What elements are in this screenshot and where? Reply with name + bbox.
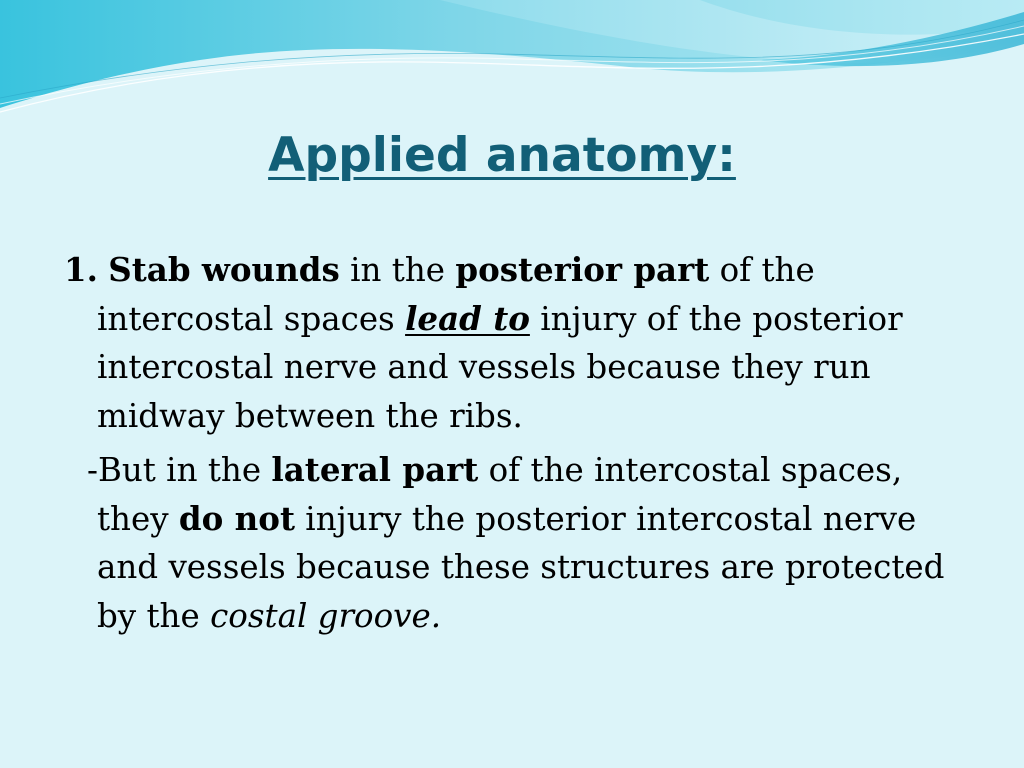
header-wave-decoration: [0, 0, 1024, 130]
point-2-italic-costal-groove: costal groove.: [210, 596, 442, 635]
point-1-bold-stab-wounds: Stab wounds: [108, 250, 340, 289]
point-2-bold-lateral-part: lateral part: [271, 450, 479, 489]
point-2-text-a: -But in the: [87, 451, 272, 489]
slide-title: Applied anatomy:: [268, 128, 736, 183]
point-1-text-a: in the: [339, 251, 456, 289]
point-1-bold-posterior-part: posterior part: [455, 250, 710, 289]
point-1-number: 1.: [64, 250, 98, 289]
point-2-text-b: of the intercostal spaces, they: [97, 451, 903, 538]
point-1-text-b: of the intercostal spaces: [97, 251, 815, 338]
point-1-text-c: injury of the posterior intercostal nerve and vessels because they run midway between the ribs.: [97, 299, 903, 435]
point-2: [64, 446, 964, 640]
point-1: [64, 246, 964, 440]
point-1-emphasis-lead-to: lead to: [405, 298, 530, 338]
slide-body: [64, 246, 964, 640]
point-2-text-c: injury the posterior intercostal nerve and vessels because these structures are protected by the: [97, 499, 945, 635]
point-2-bold-do-not: do not: [178, 498, 295, 538]
